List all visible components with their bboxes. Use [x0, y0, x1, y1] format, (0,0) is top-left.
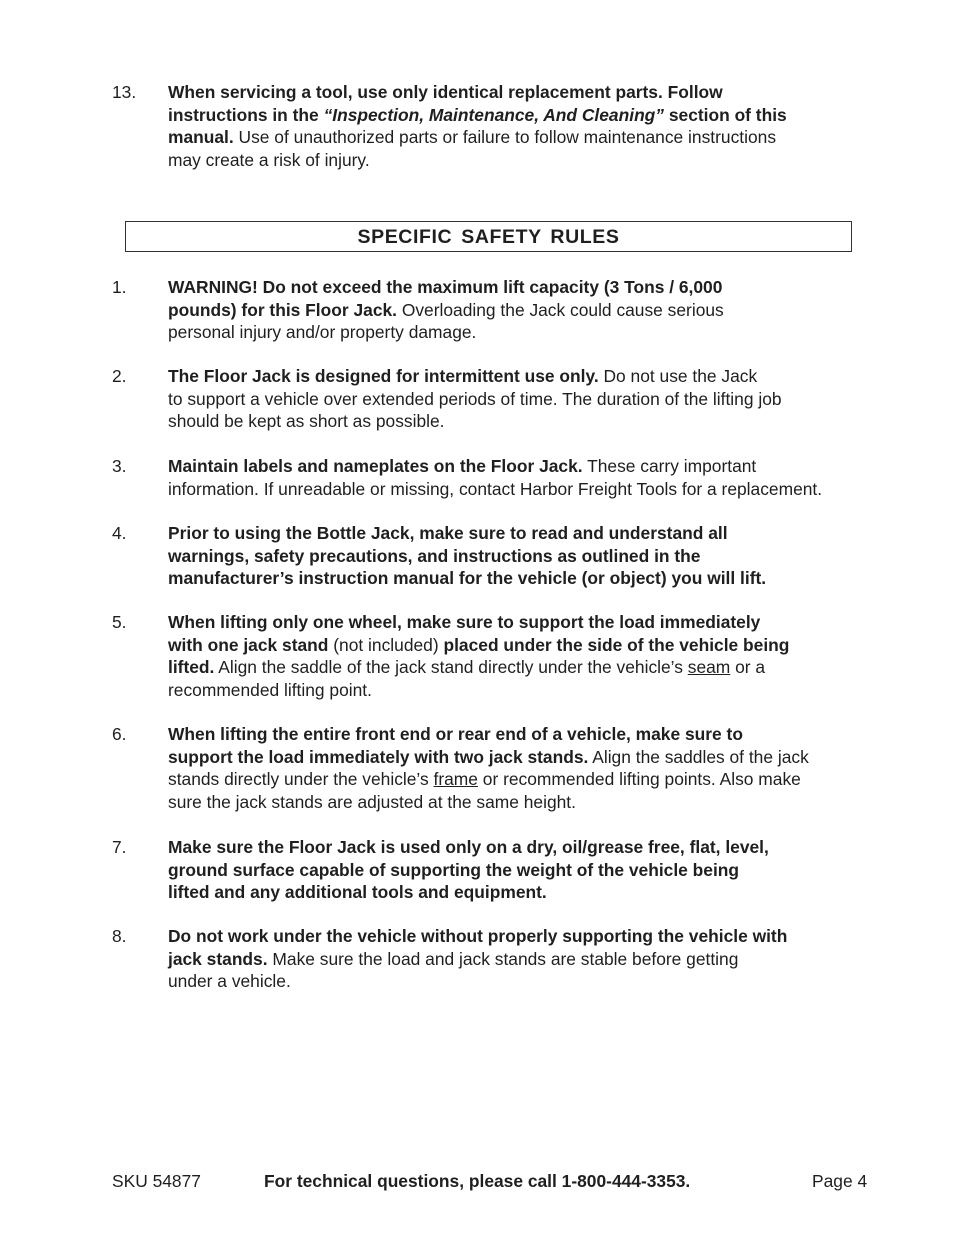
item-text-bold: Maintain labels and nameplates on the Floor Jack. — [168, 456, 583, 476]
item-text-normal: These carry important — [582, 456, 757, 476]
item-number: 3. — [112, 456, 127, 476]
item-text-line: WARNING! Do not exceed the maximum lift capacity (3 Tons / 6,000 — [168, 277, 723, 297]
item-text-normal: Make sure the load and jack stands are stable before getting — [267, 948, 739, 969]
item-number: 2. — [112, 366, 127, 386]
item-text-line: under a vehicle. — [168, 971, 291, 992]
item-text-line: sure the jack stands are adjusted at the same height. — [168, 791, 576, 812]
item-text — [168, 836, 880, 904]
item-text-normal: Align the saddles of the jack — [588, 746, 809, 767]
item-text-normal: stands directly under the vehicle’s — [168, 769, 434, 790]
item-text — [168, 276, 880, 344]
item-text-line: When servicing a tool, use only identical replacement parts. Follow — [168, 82, 723, 102]
item-text-line: recommended lifting point. — [168, 679, 372, 700]
footer-sku: SKU 54877 — [112, 1171, 201, 1191]
item-text-bold: support the load immediately with two jack stands. — [168, 746, 589, 767]
item-number: 13. — [112, 82, 137, 102]
item-text-line: When lifting only one wheel, make sure to support the load immediately — [168, 612, 761, 632]
item-text-line: ground surface capable of supporting the weight of the vehicle being — [168, 859, 740, 880]
item-text-line: Prior to using the Bottle Jack, make sure to read and understand all — [168, 523, 728, 543]
item-text-normal: Align the saddle of the jack stand directly under the vehicle’s — [214, 657, 688, 678]
item-text-line: to support a vehicle over extended periods of time. The duration of the lifting job — [168, 388, 782, 409]
section-reference: “Inspection, Maintenance, And Cleaning” — [323, 104, 665, 125]
item-text-line: Do not work under the vehicle without properly supporting the vehicle with — [168, 926, 788, 946]
footer-page-number: Page 4 — [812, 1171, 868, 1191]
item-text-normal: Use of unauthorized parts or failure to follow maintenance instructions — [233, 127, 777, 148]
item-text-bold: The Floor Jack is designed for intermittent use only. — [168, 366, 599, 386]
item-text — [168, 611, 880, 701]
section-title: SPECIFIC SAFETY RULES — [125, 221, 852, 252]
item-text — [168, 81, 880, 171]
item-text-normal: or recommended lifting points. Also make — [477, 769, 801, 790]
item-text — [168, 522, 880, 590]
item-text-bold: with one jack stand — [168, 634, 329, 655]
item-text-normal: (not included) — [328, 634, 444, 655]
item-text-line: warnings, safety precautions, and instructions as outlined in the — [168, 545, 701, 566]
item-number: 5. — [112, 612, 127, 632]
item-text — [168, 723, 880, 813]
item-text-bold: pounds) for this Floor Jack. — [168, 299, 397, 320]
item-text-bold: manual. — [168, 127, 234, 148]
item-number: 7. — [112, 837, 127, 857]
item-text-normal: Overloading the Jack could cause serious — [397, 299, 724, 320]
item-number: 4. — [112, 523, 127, 543]
item-text-line: manufacturer’s instruction manual for the vehicle (or object) you will lift. — [168, 568, 767, 589]
item-text-line: lifted and any additional tools and equipment. — [168, 882, 547, 903]
item-number: 1. — [112, 277, 127, 297]
item-text-line: personal injury and/or property damage. — [168, 322, 477, 343]
underlined-term: frame — [433, 769, 478, 790]
item-number: 8. — [112, 926, 127, 946]
item-text-line: When lifting the entire front end or rear end of a vehicle, make sure to — [168, 724, 743, 744]
item-text-bold: section of this — [664, 104, 787, 125]
item-text-line: Make sure the Floor Jack is used only on a dry, oil/grease free, flat, level, — [168, 837, 769, 857]
item-text-line: should be kept as short as possible. — [168, 411, 445, 432]
item-text — [168, 365, 880, 433]
item-text-line: may create a risk of injury. — [168, 149, 370, 170]
item-text-normal: or a — [730, 657, 766, 678]
item-text-line: information. If unreadable or missing, contact Harbor Freight Tools for a replacement. — [168, 478, 823, 499]
item-text-bold: instructions in the — [168, 104, 324, 125]
item-text-bold: jack stands. — [168, 948, 268, 969]
item-text-normal: Do not use the Jack — [598, 366, 758, 386]
item-text-bold: lifted. — [168, 657, 215, 678]
underlined-term: seam — [687, 657, 731, 678]
item-number: 6. — [112, 724, 127, 744]
item-text-bold: placed under the side of the vehicle being — [443, 634, 790, 655]
footer-phone: For technical questions, please call 1-800-444-3353. — [264, 1171, 691, 1191]
item-text — [168, 925, 880, 993]
item-text — [168, 455, 880, 500]
